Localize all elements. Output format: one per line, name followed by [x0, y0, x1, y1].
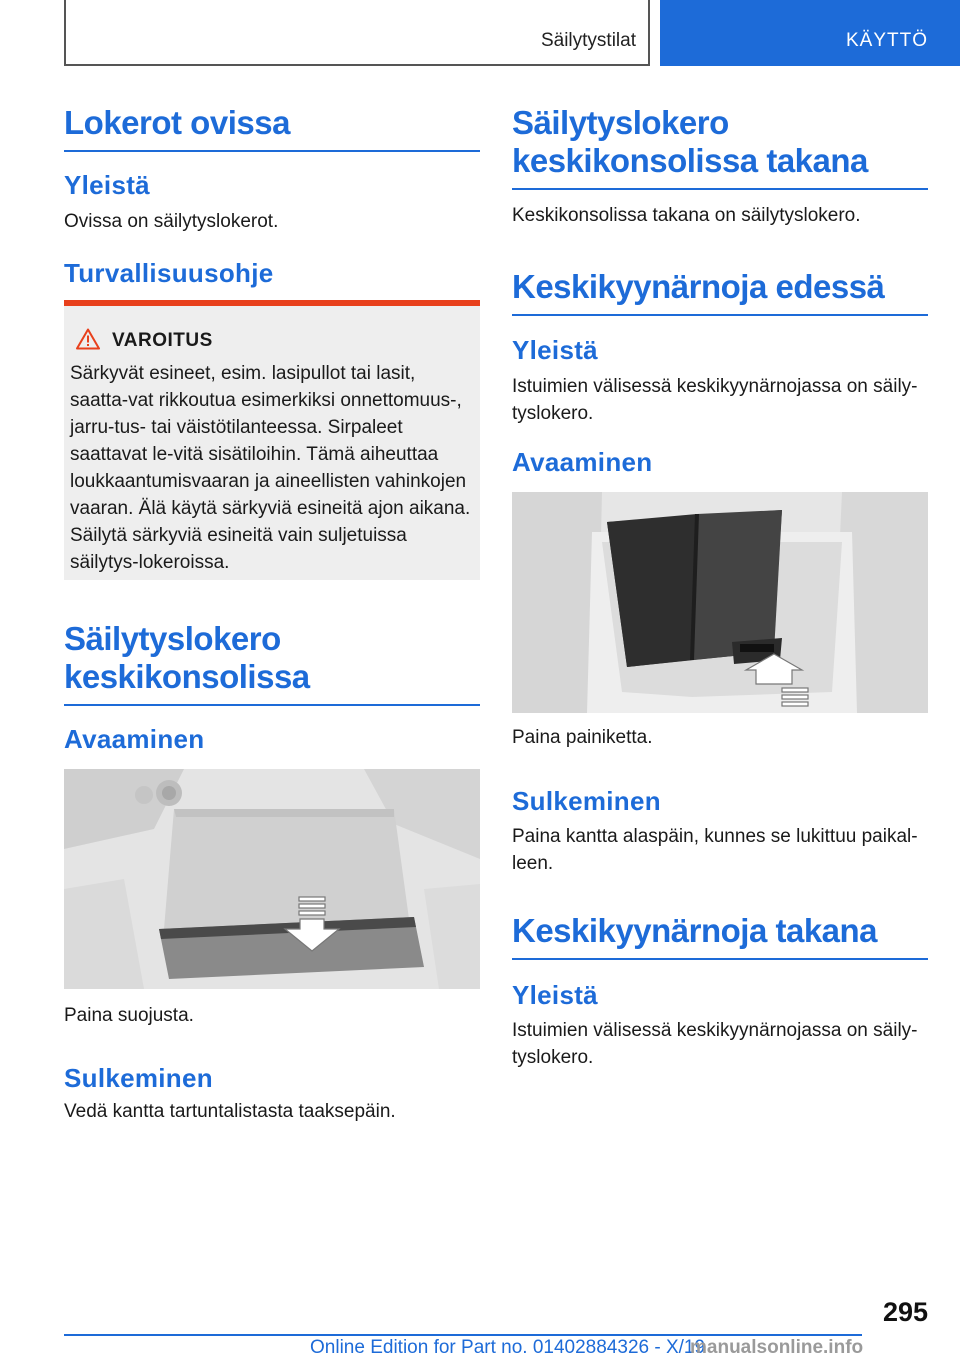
heading-front-armrest: Keskikyynärnoja edessä — [512, 268, 928, 316]
heading-rear-armrest: Keskikyynärnoja takana — [512, 912, 928, 960]
front-armrest-image — [512, 492, 928, 713]
text-general-rear: Istuimien välisessä keskikyynärnojassa on säily-tyslokero. — [512, 1020, 918, 1068]
heading-console-compartment — [64, 620, 480, 706]
text-general: Ovissa on säilytyslokerot. — [64, 211, 279, 232]
heading-opening-front: Avaaminen — [512, 447, 653, 477]
heading-door-compartments: Lokerot ovissa — [64, 104, 480, 152]
heading-rear-console-compartment — [512, 104, 928, 190]
heading-rear-console-line2: keskikonsolissa takana — [512, 142, 868, 179]
heading-console-line1: Säilytyslokero — [64, 620, 281, 657]
header-chapter-tab — [660, 0, 960, 66]
text-closing-front: Paina kantta alaspäin, kunnes se lukittuu paikal-leen. — [512, 826, 918, 874]
page-number: 295 — [882, 1297, 928, 1327]
footer-edition: Online Edition for Part no. 01402884326 - X/19 — [310, 1337, 706, 1358]
heading-closing-front: Sulkeminen — [512, 786, 661, 816]
warning-title: VAROITUS — [112, 330, 213, 351]
caption-opening-front: Paina painiketta. — [512, 727, 653, 748]
heading-opening: Avaaminen — [64, 724, 205, 754]
header-section-box — [64, 0, 650, 66]
heading-safety: Turvallisuusohje — [64, 258, 274, 288]
header-section-title: Säilytystilat — [540, 30, 636, 51]
warning-triangle-icon — [76, 328, 100, 350]
text-general-front: Istuimien välisessä keskikyynärnojassa on säily-tyslokero. — [512, 376, 918, 424]
footer-divider — [64, 1334, 862, 1336]
text-closing: Vedä kantta tartuntalistasta taaksepäin. — [64, 1101, 396, 1122]
heading-general-front: Yleistä — [512, 335, 598, 365]
heading-console-line2: keskikonsolissa — [64, 658, 310, 695]
armrest-illustration — [512, 492, 928, 713]
heading-closing: Sulkeminen — [64, 1063, 213, 1093]
console-compartment-image — [64, 769, 480, 989]
console-illustration — [64, 769, 480, 989]
text-rear-console: Keskikonsolissa takana on säilytyslokero. — [512, 205, 861, 226]
heading-rear-console-line1: Säilytyslokero — [512, 104, 729, 141]
caption-opening: Paina suojusta. — [64, 1005, 194, 1026]
heading-general-rear: Yleistä — [512, 980, 598, 1010]
header-chapter-title: KÄYTTÖ — [845, 30, 928, 51]
heading-general: Yleistä — [64, 170, 150, 200]
footer-watermark: manualsonline.info — [690, 1337, 864, 1358]
warning-text: Särkyvät esineet, esim. lasipullot tai lasit, saatta-vat rikkoutua esimerkiksi onnettomuus-, jarru-tus- tai väistötilanteessa. Sirpaleet saattavat le-vitä sisätiloihin. Tämä aiheuttaa loukkaantumisvaaran ja aineellisten vahinkojen vaaran. Älä käytä särkyviä esineitä ajon aikana. Säilytä särkyviä esineitä vain suljetuissa säilytys-lokeroissa. — [70, 363, 471, 573]
warning-box — [64, 300, 480, 580]
